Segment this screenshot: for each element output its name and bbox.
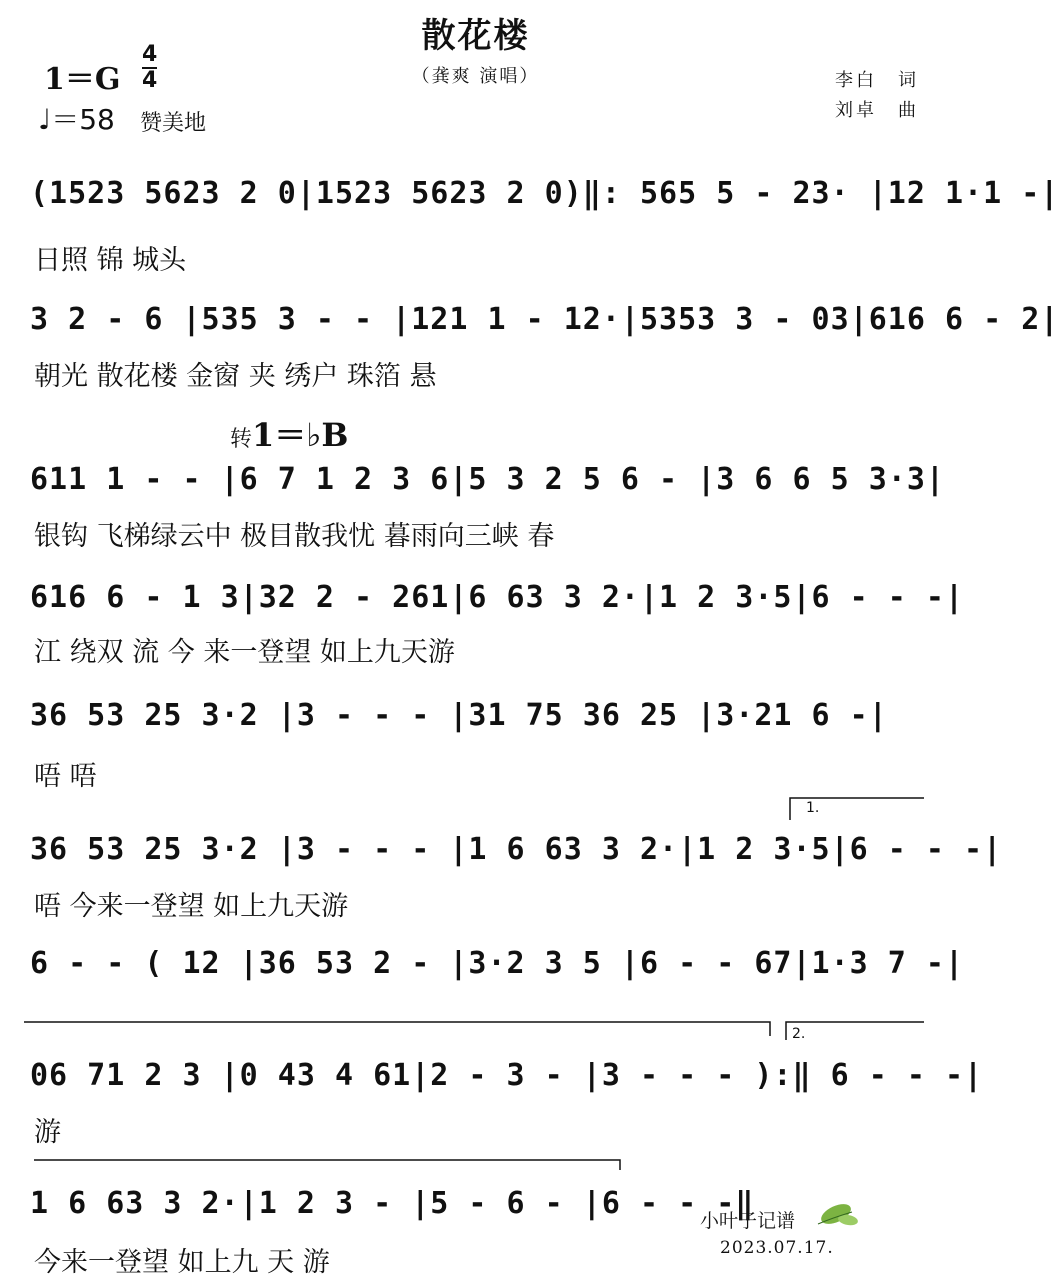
transcription-date: 2023.07.17. — [720, 1238, 834, 1258]
volta-1-label: 1. — [806, 800, 820, 816]
tempo-marking: ♩＝58 — [38, 103, 115, 136]
score-row-9: 1 6 63 3 2·|1 2 3 - |5 - 6 - |6 - - -‖ — [30, 1186, 755, 1221]
modulation-key: 1＝♭B — [252, 416, 349, 454]
lyric-row-1: 日照 锦 城头 — [34, 245, 187, 276]
phrase-line — [24, 1022, 770, 1036]
score-row-3: 611 1 - - |6 7 1 2 3 6|5 3 2 5 6 - |3 6 6 5 3·3| — [30, 462, 945, 497]
song-title: 散花楼 — [421, 16, 530, 56]
volta-1-bracket — [790, 798, 924, 820]
expression-marking: 赞美地 — [140, 111, 207, 136]
lyric-row-3: 银钩 飞梯绿云中 极目散我忧 暮雨向三峡 春 — [34, 521, 555, 552]
leaf-icon — [818, 1200, 859, 1228]
phrase-line-final — [34, 1160, 620, 1170]
time-signature-bottom: 4 — [142, 68, 158, 93]
lyric-row-8: 游 — [34, 1117, 61, 1148]
score-row-8: 06 71 2 3 |0 43 4 61|2 - 3 - |3 - - - ):‖ 6 - - -| — [30, 1058, 984, 1093]
score-row-2: 3 2 - 6 |535 3 - - |121 1 - 12·|5353 3 - 03|616 6 - 2| — [30, 302, 1059, 337]
score-row-1: (1523 5623 2 0|1523 5623 2 0)‖: 565 5 - 23· |12 1·1 -| — [30, 176, 1059, 211]
score-row-6: 36 53 25 3·2 |3 - - - |1 6 63 3 2·|1 2 3·5|6 - - -| — [30, 832, 1003, 867]
modulation-prefix: 转 — [230, 427, 253, 452]
lyric-row-9: 今来一登望 如上九 天 游 — [34, 1247, 330, 1278]
lyric-row-6: 唔 今来一登望 如上九天游 — [34, 891, 349, 922]
key-signature: 1＝G — [44, 62, 121, 97]
score-row-5: 36 53 25 3·2 |3 - - - |31 75 36 25 |3·21 6 -| — [30, 698, 888, 733]
composer-credit: 刘卓 曲 — [835, 100, 919, 121]
transcriber-credit: 小叶子记谱 — [700, 1210, 796, 1232]
lyric-row-2: 朝光 散花楼 金窗 夹 绣户 珠箔 悬 — [34, 361, 437, 392]
lyricist-credit: 李白 词 — [835, 70, 919, 91]
volta-2-bracket — [786, 1022, 924, 1040]
volta-2-label: 2. — [792, 1026, 806, 1042]
score-row-7: 6 - - ( 12 |36 53 2 - |3·2 3 5 |6 - - 67|1·3 7 -| — [30, 946, 965, 981]
singer-credit: （龚爽 演唱） — [411, 66, 540, 87]
time-signature-top: 4 — [142, 42, 158, 67]
lyric-row-4: 江 绕双 流 今 来一登望 如上九天游 — [34, 637, 455, 668]
lyric-row-5: 唔 唔 — [34, 761, 97, 792]
score-row-4: 616 6 - 1 3|32 2 - 261|6 63 3 2·|1 2 3·5|6 - - -| — [30, 580, 965, 615]
